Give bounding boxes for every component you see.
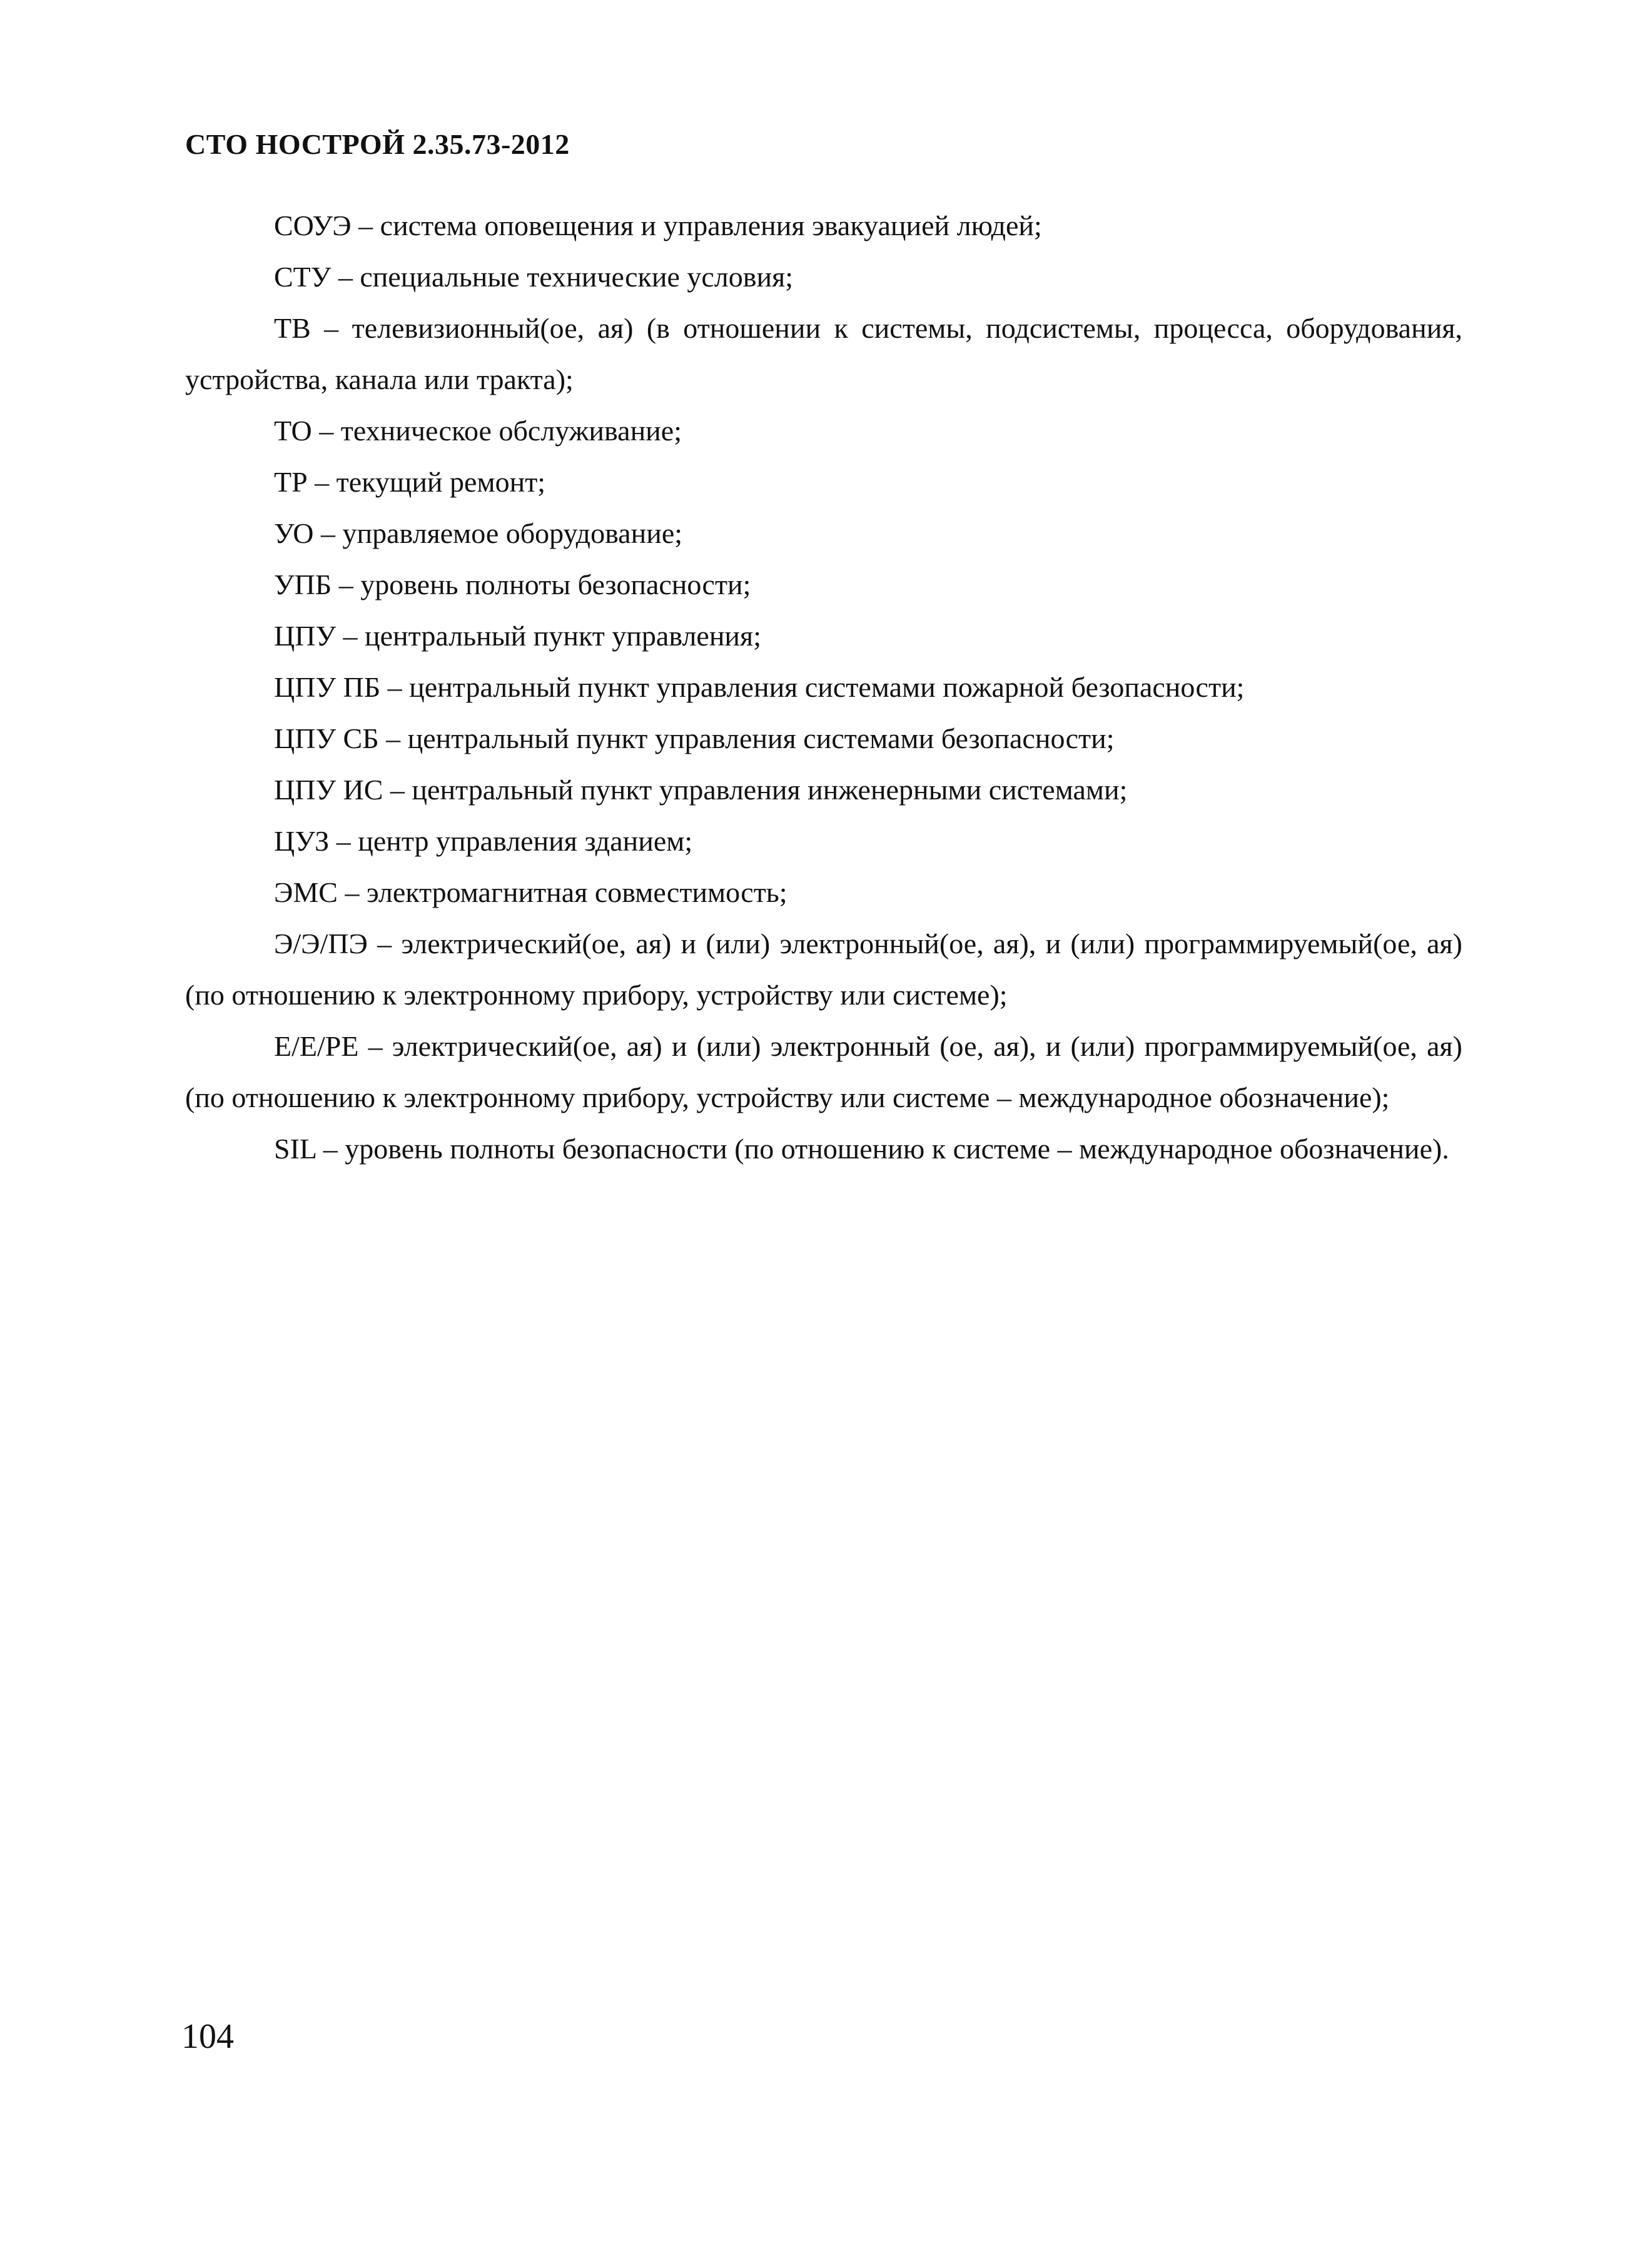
- abbreviation-entry: ТО – техническое обслуживание;: [274, 415, 682, 447]
- abbreviation-entry: СТУ – специальные технические условия;: [274, 261, 794, 293]
- abbreviation-entry: ЦУЗ – центр управления зданием;: [274, 825, 693, 857]
- abbreviation-entry: ТВ – телевизионный(ое, ая) (в отношении к системы, подсистемы, процесса, оборудования, устройства, канала или тракта);: [185, 312, 1462, 395]
- abbreviation-entry: СОУЭ – система оповещения и управления эвакуацией людей;: [274, 210, 1042, 241]
- abbreviation-entry: ЦПУ СБ – центральный пункт управления системами безопасности;: [274, 722, 1115, 754]
- abbreviation-entry: ЦПУ ИС – центральный пункт управления инженерными системами;: [274, 774, 1128, 806]
- abbreviation-entry: E/E/PE – электрический(ое, ая) и (или) электронный (ое, ая), и (или) программируемый(ое, ая) (по отношению к электронному прибору, устройству или системе – международное обозначение);: [185, 1030, 1462, 1113]
- abbreviation-entry: SIL – уровень полноты безопасности (по отношению к системе – международное обозначение).: [274, 1133, 1449, 1165]
- abbreviation-entry: Э/Э/ПЭ – электрический(ое, ая) и (или) электронный(ое, ая), и (или) программируемый(ое, ая) (по отношению к электронному прибору, устройству или системе);: [185, 928, 1462, 1011]
- abbreviation-entry: ТР – текущий ремонт;: [274, 466, 546, 498]
- abbreviation-list: [185, 200, 1462, 1175]
- document-header: СТО НОСТРОЙ 2.35.73-2012: [185, 128, 570, 160]
- abbreviation-entry: ЦПУ ПБ – центральный пункт управления системами пожарной безопасности;: [274, 671, 1245, 703]
- abbreviation-entry: ЭМС – электромагнитная совместимость;: [274, 876, 787, 908]
- abbreviation-entry: УО – управляемое оборудование;: [274, 517, 683, 549]
- abbreviation-entry: УПБ – уровень полноты безопасности;: [274, 569, 751, 600]
- page-number: 104: [181, 2017, 234, 2056]
- abbreviation-entry: ЦПУ – центральный пункт управления;: [274, 620, 761, 652]
